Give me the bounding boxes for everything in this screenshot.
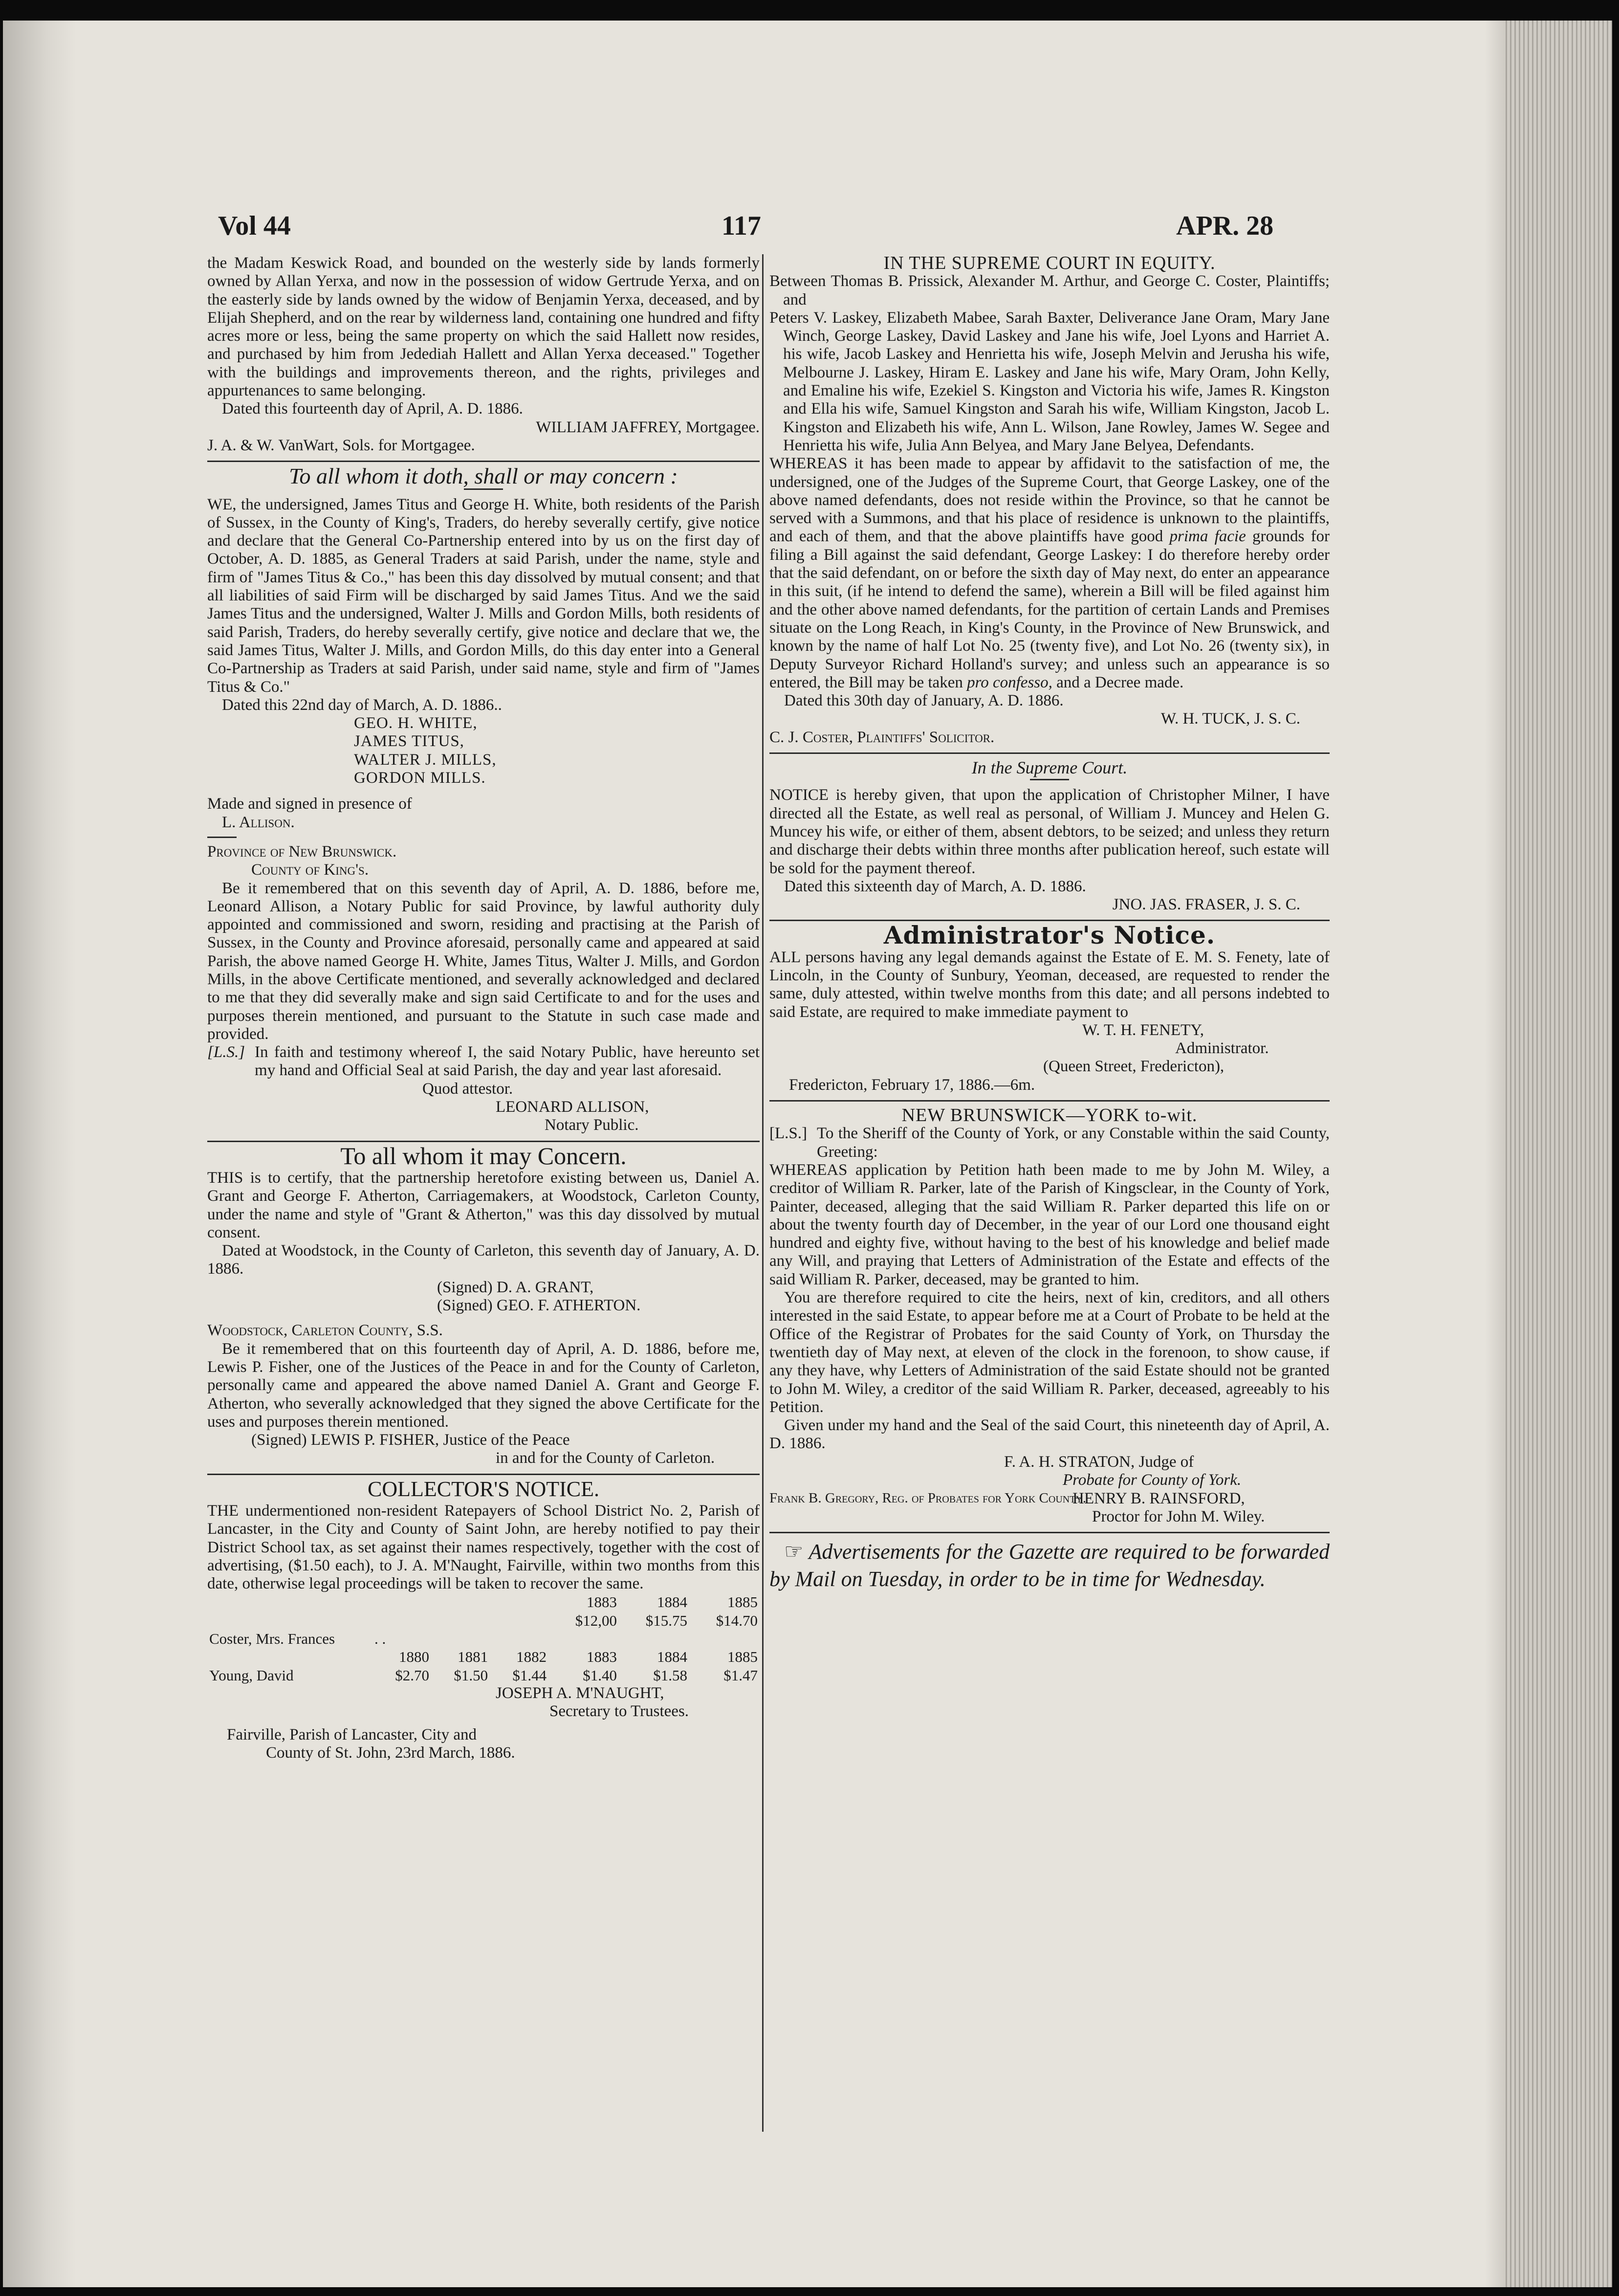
equity-defendants: Peters V. Laskey, Elizabeth Mabee, Sarah Baxter, Deliverance Jane Oram, Mary Jane Winch, George Laskey, David Laskey and Jane his wife, Joel Lyons and Harriet A. his wife, Jacob Laskey and Henrietta his wife, Joseph Melvin and Jerusha his wife, Melbourne J. Laskey, Hiram E. Laskey and Jane his wife, Mary Oram, John Kelly, and Emaline his wife, Ezekiel S. Kingston and Victoria his wife, James R. Kingston and Ella his wife, Samuel Kingston and Sarah his wife, William Kingston, Jacob L. Kingston and Elizabeth his wife, Ann L. Wilson, Jane Rowley, James W. Segee and Henrietta his wife, Julia Ann Belyea, and Mary Jane Belyea, Defendants. bbox=[769, 309, 1330, 454]
amount-cell: $1.44 bbox=[512, 1666, 547, 1684]
heading-rule bbox=[1030, 779, 1069, 780]
collector-heading: COLLECTOR'S NOTICE. bbox=[367, 1477, 599, 1501]
divider bbox=[207, 837, 237, 838]
titus-presence: Made and signed in presence of bbox=[207, 795, 412, 813]
section-rule bbox=[207, 461, 760, 462]
grant-signature-2: (Signed) GEO. F. ATHERTON. bbox=[437, 1297, 641, 1315]
amount-cell: $1.50 bbox=[454, 1666, 488, 1684]
section-rule bbox=[769, 1532, 1330, 1533]
amount-cell: $12,00 bbox=[575, 1612, 617, 1629]
supreme-judge: JNO. JAS. FRASER, J. S. C. bbox=[1112, 896, 1300, 914]
page-edges bbox=[1485, 21, 1612, 2287]
york-address-block bbox=[769, 1125, 1330, 1161]
equity-dated: Dated this 30th day of January, A. D. 1886. bbox=[784, 692, 1064, 710]
proctor-title: Proctor for John M. Wiley. bbox=[1092, 1507, 1265, 1525]
equity-body-c: and a Decree made. bbox=[1056, 673, 1184, 691]
table-row bbox=[207, 1630, 760, 1648]
grant-notice bbox=[207, 1142, 760, 1468]
collector-body: THE undermentioned non-resident Ratepayers of School District No. 2, Parish of Lancaster, in the City and County of Saint John, are hereby notified to pay their District School tax, as set against their names respectively, together with the cost of advertising, ($1.50 each), to J. A. M'Naught, Fairville, within two months from this date, otherwise legal proceedings will be taken to recover the same. bbox=[207, 1502, 760, 1593]
year-cell: 1884 bbox=[657, 1593, 687, 1611]
admin-body: ALL persons having any legal demands against the Estate of E. M. S. Fenety, late of Lincoln, in the County of Sunbury, Yeoman, deceased, are requested to render the same, duly attested, within twelve months from this date; and all persons indebted to said Estate, are required to make immediate payment to bbox=[769, 948, 1330, 1021]
leader-dots: . . bbox=[374, 1630, 386, 1648]
amount-cell: $1.58 bbox=[653, 1666, 687, 1684]
volume-number: Vol 44 bbox=[218, 211, 291, 241]
titus-body: WE, the undersigned, James Titus and George H. White, both residents of the Parish of Sussex, in the County of King's, Traders, do hereby severally certify, give notice and declare that the General Co-Partnership entered into by us on the first day of October, A. D. 1885, as General Traders at said Parish, under the name, style and firm of "James Titus & Co.," has been this day dissolved by mutual consent; and that all liabilities of said Firm will be discharged by said James Titus. And we the said James Titus and the undersigned, Walter J. Mills and Gordon Mills, both residents of said Parish, Traders, do hereby severally certify, give notice and declare that we, the said James Titus, Walter J. Mills, and Gordon Mills, do this day enter into a General Co-Partnership as Traders at said Parish, under said name, style and firm of "James Titus & Co." bbox=[207, 495, 760, 696]
administrator-notice bbox=[769, 921, 1330, 1094]
justice-county: in and for the County of Carleton. bbox=[496, 1449, 715, 1467]
titus-acknowledgement: Be it remembered that on this seventh day of April, A. D. 1886, before me, Leonard Allison, a Notary Public for said Province, by lawful authority duly appointed and commissioned and sworn, residing and practising at the Parish of Sussex, in the County and Province aforesaid, personally came and appeared at said Parish, the above named George H. White, James Titus, Walter J. Mills, and Gordon Mills, in the above Certificate mentioned, and severally acknowledged and declared to me that they did severally make and sign said Certificate to and for the uses and purposes therein mentioned, and pursuant to the Statute in such case made and provided. bbox=[207, 879, 760, 1043]
york-body: WHEREAS application by Petition hath been made to me by John M. Wiley, a creditor of William R. Parker, late of the Parish of Kingsclear, in the County of York, Painter, deceased, alleging that the said William R. Parker departed this life on or about the twenty fourth day of December, in the year of our Lord one thousand eight hundred and eighty five, without having to the best of his knowledge and belief made any Will, and praying that Letters of Administration of the Estate and effects of the said William R. Parker, deceased, may be granted to him. bbox=[769, 1161, 1330, 1288]
equity-notice bbox=[769, 254, 1330, 747]
admin-dated: Fredericton, February 17, 1886.—6m. bbox=[789, 1076, 1035, 1094]
grant-dated: Dated at Woodstock, in the County of Carleton, this seventh day of January, A. D. 1886. bbox=[207, 1242, 760, 1278]
ratepayer-name: Young, David bbox=[209, 1666, 294, 1684]
heading-rule bbox=[464, 488, 503, 490]
titus-province: Province of New Brunswick. bbox=[207, 842, 397, 861]
collector-notice bbox=[207, 1477, 760, 1762]
page-number: 117 bbox=[722, 211, 761, 241]
grant-place: Woodstock, Carleton County, S.S. bbox=[207, 1322, 443, 1340]
table-row bbox=[207, 1666, 760, 1684]
tax-table bbox=[207, 1593, 760, 1684]
admin-address: (Queen Street, Fredericton), bbox=[1043, 1058, 1225, 1076]
titus-county: County of King's. bbox=[251, 861, 369, 879]
supreme-heading: In the Supreme Court. bbox=[971, 758, 1128, 778]
titus-signer-1: GEO. H. WHITE, bbox=[354, 714, 478, 732]
amount-cell: $1.40 bbox=[583, 1666, 617, 1684]
collector-place: Fairville, Parish of Lancaster, City and bbox=[227, 1725, 477, 1744]
titus-signer-3: WALTER J. MILLS, bbox=[354, 751, 497, 769]
issue-date: APR. 28 bbox=[1176, 211, 1274, 241]
justice-signature: (Signed) LEWIS P. FISHER, Justice of the Peace bbox=[251, 1431, 570, 1449]
seal-mark: [L.S.] bbox=[207, 1043, 245, 1061]
grant-heading: To all whom it may Concern. bbox=[340, 1142, 627, 1170]
collector-place-2: County of St. John, 23rd March, 1886. bbox=[266, 1744, 515, 1762]
year-cell: 1883 bbox=[587, 1593, 617, 1611]
supreme-court-notice bbox=[769, 759, 1330, 914]
pointing-hand-icon: ☞ bbox=[784, 1540, 804, 1564]
seal-mark: [L.S.] bbox=[769, 1125, 807, 1143]
equity-body-b: grounds for filing a Bill against the said defendant, George Laskey: I do therefore hereby order that the said defendant, on or before the sixth day of May next, do enter an appearance in this suit, (if he intend to defend the same), wherein a Bill will be filed against him and the other above named defendants, for the partition of certain Lands and Premises situate on the Long Reach, in King's County, in the Province of New Brunswick, and known by the name of half Lot No. 25 (twenty five), and Lot No. 26 (twenty six), in Deputy Surveyor Richard Holland's survey; and unless such an appearance is so entered, the Bill may be taken bbox=[769, 528, 1330, 691]
section-rule bbox=[207, 1474, 760, 1475]
titus-dated: Dated this 22nd day of March, A. D. 1886.. bbox=[222, 696, 502, 714]
titus-signer-4: GORDON MILLS. bbox=[354, 769, 486, 787]
column-divider bbox=[762, 254, 764, 2132]
table-row bbox=[207, 1612, 760, 1630]
binding-gutter bbox=[3, 21, 76, 2287]
grant-acknowledgement: Be it remembered that on this fourteenth day of April, A. D. 1886, before me, Lewis P. Fisher, one of the Justices of the Peace in and for the County of Carleton, personally came and appeared the above named Daniel A. Grant and George F. Atherton, who severally acknowledged that they signed the above Certificate for the uses and purposes therein mentioned. bbox=[207, 1340, 760, 1431]
york-body-2: You are therefore required to cite the heirs, next of kin, creditors, and all others interested in the said Estate, to appear before me at a Court of Probate to be held at the Office of the Registrar of Probates for the said County of York, on Thursday the twentieth day of May next, at eleven of the clock in the forenoon, to show cause, if any they have, why Letters of Administration of the said Estate should not be granted to John M. Wiley, a creditor of the said William R. Parker, deceased, agreeably to his Petition. bbox=[769, 1289, 1330, 1416]
mortgagee-signature: WILLIAM JAFFREY, Mortgagee. bbox=[536, 418, 760, 436]
probate-judge-2: Probate for County of York. bbox=[1063, 1471, 1242, 1489]
right-column bbox=[769, 254, 1330, 1593]
testimony-block bbox=[207, 1043, 760, 1080]
mortgage-notice bbox=[207, 254, 760, 455]
table-row bbox=[207, 1593, 760, 1611]
section-rule bbox=[769, 752, 1330, 754]
mortgage-solicitors: J. A. & W. VanWart, Sols. for Mortgagee. bbox=[207, 436, 475, 454]
titus-signer-2: JAMES TITUS, bbox=[354, 732, 464, 751]
year-cell: 1884 bbox=[657, 1648, 687, 1666]
probate-registrar: Frank B. Gregory, Reg. of Probates for York County. bbox=[769, 1490, 1087, 1506]
notary-name: LEONARD ALLISON, bbox=[496, 1098, 649, 1116]
titus-witness: L. Allison. bbox=[222, 813, 295, 831]
secretary-name: JOSEPH A. M'NAUGHT, bbox=[496, 1684, 664, 1702]
grant-signature-1: (Signed) D. A. GRANT, bbox=[437, 1278, 594, 1296]
amount-cell: $14.70 bbox=[716, 1612, 758, 1629]
york-address: To the Sheriff of the County of York, or any Constable within the said County, Greeting: bbox=[817, 1125, 1330, 1161]
newspaper-page bbox=[3, 21, 1612, 2287]
equity-body bbox=[769, 455, 1330, 692]
york-given: Given under my hand and the Seal of the said Court, this nineteenth day of April, A. D. 1886. bbox=[769, 1416, 1330, 1453]
equity-judge: W. H. TUCK, J. S. C. bbox=[1160, 710, 1300, 728]
quod-attestor: Quod attestor. bbox=[422, 1080, 513, 1098]
gazette-advertisement-note bbox=[769, 1538, 1330, 1593]
pro-confesso: pro confesso, bbox=[967, 673, 1052, 691]
secretary-title: Secretary to Trustees. bbox=[549, 1702, 689, 1721]
equity-heading: IN THE SUPREME COURT IN EQUITY. bbox=[883, 253, 1216, 273]
admin-name: W. T. H. FENETY, bbox=[1082, 1021, 1204, 1039]
year-cell: 1885 bbox=[727, 1648, 758, 1666]
mortgage-dated: Dated this fourteenth day of April, A. D. 1886. bbox=[222, 400, 523, 418]
year-cell: 1882 bbox=[516, 1648, 547, 1666]
amount-cell: $1.47 bbox=[723, 1666, 758, 1684]
left-column bbox=[207, 254, 760, 1762]
advert-text bbox=[769, 1538, 1330, 1593]
table-row bbox=[207, 1648, 760, 1666]
amount-cell: $15.75 bbox=[645, 1612, 687, 1629]
york-heading: NEW BRUNSWICK—YORK to-wit. bbox=[901, 1105, 1198, 1126]
york-notice bbox=[769, 1106, 1330, 1526]
admin-heading: Administrator's Notice. bbox=[883, 921, 1216, 950]
titus-heading: To all whom it doth, shall or may concern : bbox=[289, 464, 678, 489]
prima-facie: prima facie bbox=[1169, 528, 1246, 546]
testimony-text: In faith and testimony whereof I, the said Notary Public, have hereunto set my hand and Official Seal at said Parish, the day and year last aforesaid. bbox=[255, 1043, 760, 1080]
equity-solicitor: C. J. Coster, Plaintiffs' Solicitor. bbox=[769, 728, 995, 746]
year-cell: 1880 bbox=[399, 1648, 430, 1666]
supreme-body: NOTICE is hereby given, that upon the application of Christopher Milner, I have directed all the Estate, as well real as personal, of William J. Muncey and Helen G. Muncey his wife, or either of them, absent debtors, to be seized; and unless they return and discharge their debts within three months after publication hereof, such estate will be sold for the payment thereof. bbox=[769, 786, 1330, 877]
advert-body: Advertisements for the Gazette are required to be forwarded by Mail on Tuesday, in order to be in time for Wednesday. bbox=[769, 1540, 1330, 1591]
year-cell: 1883 bbox=[587, 1648, 617, 1666]
ratepayer-name: Coster, Mrs. Frances bbox=[209, 1630, 335, 1648]
titus-notice bbox=[207, 464, 760, 1134]
year-cell: 1885 bbox=[727, 1593, 758, 1611]
section-rule bbox=[769, 1100, 1330, 1102]
admin-title: Administrator. bbox=[1175, 1039, 1269, 1058]
supreme-dated: Dated this sixteenth day of March, A. D. 1886. bbox=[784, 877, 1086, 895]
grant-body: THIS is to certify, that the partnership heretofore existing between us, Daniel A. Grant and George F. Atherton, Carriagemakers, at Woodstock, Carleton County, under the name and style of "Grant & Atherton," was this day dissolved by mutual consent. bbox=[207, 1169, 760, 1241]
equity-plaintiffs: Between Thomas B. Prissick, Alexander M. Arthur, and George C. Coster, Plaintiffs; and bbox=[769, 272, 1330, 309]
amount-cell: $2.70 bbox=[395, 1666, 430, 1684]
mortgage-text: the Madam Keswick Road, and bounded on the westerly side by lands formerly owned by Allan Yerxa, and now in the possession of widow Gertrude Yerxa, and on the easterly side by lands owned by the widow of Benjamin Yerxa, deceased, and by Elijah Shepherd, and on the rear by wilderness land, containing one hundred and fifty acres more or less, being the same property on which the said Hallett now resides, and purchased by him from Jedediah Hallett and Allan Yerxa deceased." Together with the buildings and improvements thereon, and the rights, privileges and appurtenances to same belonging. bbox=[207, 254, 760, 400]
proctor-name: HENRY B. RAINSFORD, bbox=[1072, 1489, 1245, 1507]
notary-title: Notary Public. bbox=[545, 1116, 639, 1134]
year-cell: 1881 bbox=[458, 1648, 488, 1666]
probate-judge: F. A. H. STRATON, Judge of bbox=[1004, 1453, 1194, 1471]
equity-body-a: WHEREAS it has been made to appear by affidavit to the satisfaction of me, the undersigned, one of the Judges of the Supreme Court, that George Laskey, one of the above named defendants, does not reside within the Province, so that he cannot be served with a Summons, and that his place of residence is unknown to the plaintiffs, and each of them, and that the above plaintiffs have good bbox=[769, 455, 1330, 546]
